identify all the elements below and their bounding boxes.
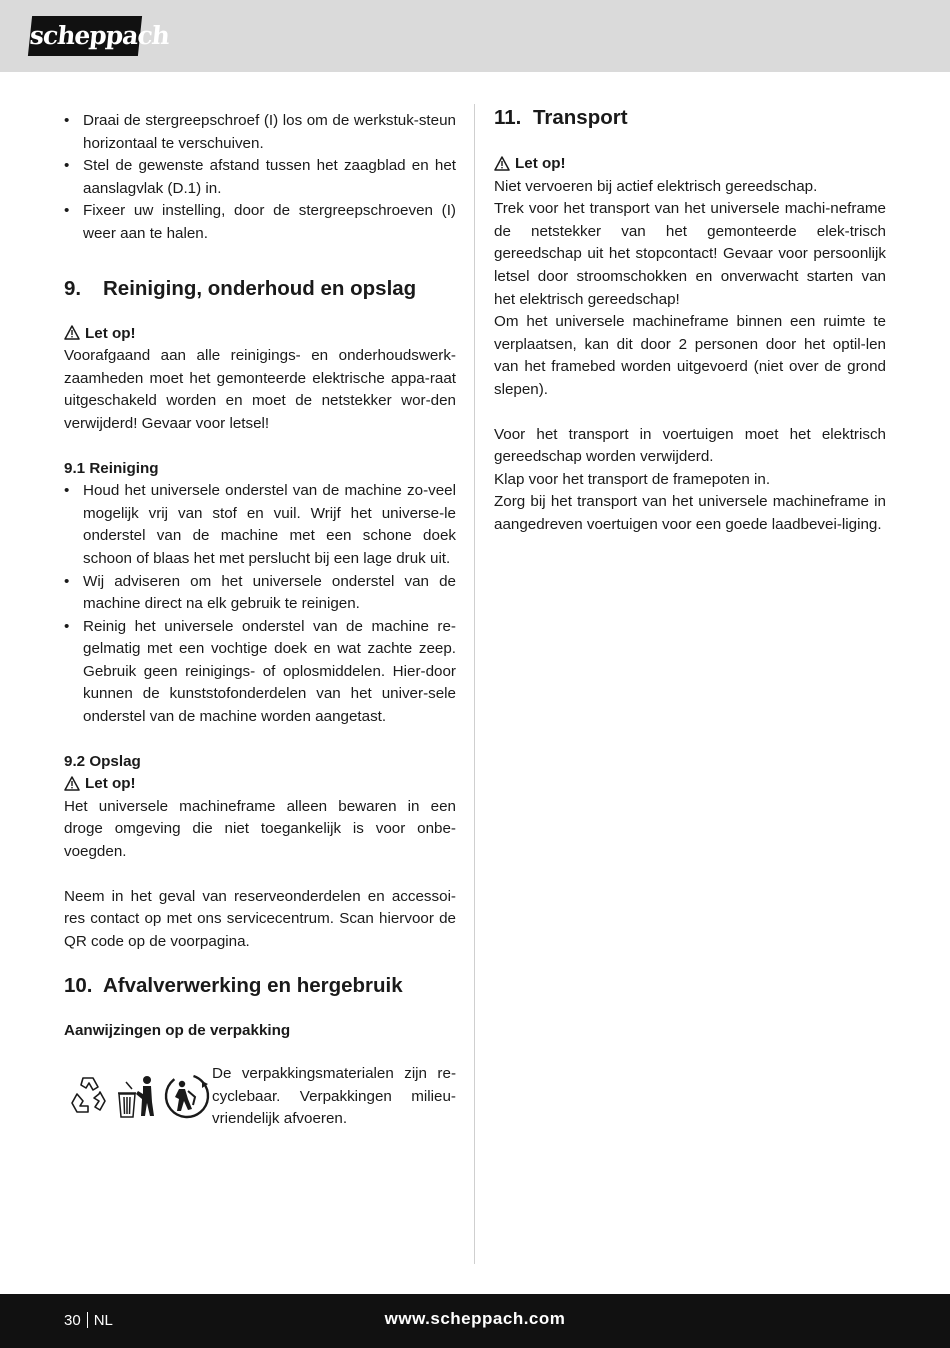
warning-label-text: Let op! — [515, 155, 566, 172]
cleaning-bullet-list — [64, 480, 456, 729]
transport-para: Trek voor het transport van het universele machi-neframe de netstekker van het gemonteerde elek-trisch gereedschap uit het stopcontact! Gevaar voor persoonlijk letsel door stroomschokken en onverwacht starten van het elektrisch gereedschap! — [494, 200, 886, 308]
page-number-value: 30 — [64, 1312, 81, 1329]
right-column — [494, 104, 886, 537]
page-footer — [0, 1294, 950, 1348]
warning-label-text: Let op! — [85, 775, 136, 793]
column-divider — [474, 104, 475, 1264]
warning-label — [64, 323, 456, 346]
warning-text: Voorafgaand aan alle reinigings- en onderhoudswerk-zaamheden moet het gemonteerde elektrische appa-raat uitgeschakeld worden en moet de netstekker wor-den verwijderd! Gevaar voor letsel! — [64, 347, 456, 432]
warning-label-text: Let op! — [85, 324, 136, 342]
section-11-heading — [494, 104, 886, 132]
storage-text: Het universele machineframe alleen bewaren in een droge omgeving die niet toegankelijk is voor onbe-voegden. — [64, 797, 456, 861]
scheppach-logo: scheppach — [28, 16, 142, 56]
section-number: 10. — [64, 974, 93, 998]
warning-label — [64, 773, 456, 796]
warning-label — [494, 153, 886, 176]
waste-bin-person-icon — [116, 1072, 158, 1120]
transport-para: Om het universele machineframe binnen een ruimte te verplaatsen, kan dit door 2 personen door het optil-len van het framebed worden uitgevoerd (niet over de grond slepen). — [494, 313, 886, 398]
list-item: • Stel de gewenste afstand tussen het zaagblad en het aanslagvlak (D.1) in. — [64, 155, 456, 200]
transport-para: Zorg bij het transport van het universele machineframe in aangedreven voertuigen voor een goede laadbevei-liging. — [494, 493, 886, 533]
section-number: 9. — [64, 276, 82, 300]
intro-bullet-list — [64, 110, 456, 246]
packaging-text: De verpakkingsmaterialen zijn re-cyclebaar. Verpakkingen milieu-vriendelijk afvoeren. — [212, 1065, 456, 1128]
subsection-cleaning-title: 9.1 Reiniging — [64, 459, 159, 477]
transport-para: Niet vervoeren bij actief elektrisch gereedschap. — [494, 177, 818, 195]
packaging-subtitle: Aanwijzingen op de verpakking — [64, 1022, 291, 1040]
website-url: www.scheppach.com — [384, 1309, 566, 1328]
section-10-heading — [64, 972, 456, 1000]
language-code: NL — [93, 1312, 113, 1329]
warning-triangle-icon — [64, 325, 80, 340]
transport-para: Klap voor het transport de framepoten in. — [494, 470, 771, 488]
warning-triangle-icon — [64, 776, 80, 791]
section-title: Reiniging, onderhoud en opslag — [103, 276, 417, 300]
transport-para: Voor het transport in voertuigen moet het elektrisch gereedschap worden verwijderd. — [494, 425, 886, 466]
page-header — [0, 0, 950, 72]
packaging-icons — [64, 1063, 212, 1129]
section-9-heading — [64, 275, 456, 303]
packaging-info — [64, 1063, 456, 1131]
service-text: Neem in het geval van reserveonderdelen en accessoi-res contact op met ons servicecentrum. Scan hiervoor de QR code op de voorpagina. — [64, 887, 456, 950]
section-title: Afvalverwerking en hergebruik — [103, 974, 403, 998]
warning-triangle-icon — [494, 156, 510, 171]
list-item: • Reinig het universele onderstel van de machine re-gelmatig met een vochtige doek en wat zachte zeep. Gebruik geen reinigings- of oplosmiddelen. Hier-door kunnen de kunststofonderdelen van het univer-sele onderstel van de machine worden aangetast. — [64, 616, 456, 729]
list-item: • Houd het universele onderstel van de machine zo-veel mogelijk vrij van stof en vuil. Wrijf het universe-le onderstel van de machine met een schone doek schoon of blaas het met perslucht bij een lage druk uit. — [64, 480, 456, 570]
recycle-person-icon — [162, 1071, 212, 1121]
list-item: • Draai de stergreepschroef (I) los om de werkstuk-steun horizontaal te verschuiven. — [64, 110, 456, 155]
list-item: • Fixeer uw instelling, door de stergreepschroeven (I) weer aan te halen. — [64, 200, 456, 245]
section-number: 11. — [494, 106, 522, 129]
list-item: • Wij adviseren om het universele onderstel van de machine direct na elk gebruik te reinigen. — [64, 571, 456, 616]
left-column — [64, 110, 456, 1131]
recycle-icon — [64, 1072, 112, 1120]
section-title: Transport — [533, 106, 628, 129]
subsection-storage-title: 9.2 Opslag — [64, 752, 141, 770]
